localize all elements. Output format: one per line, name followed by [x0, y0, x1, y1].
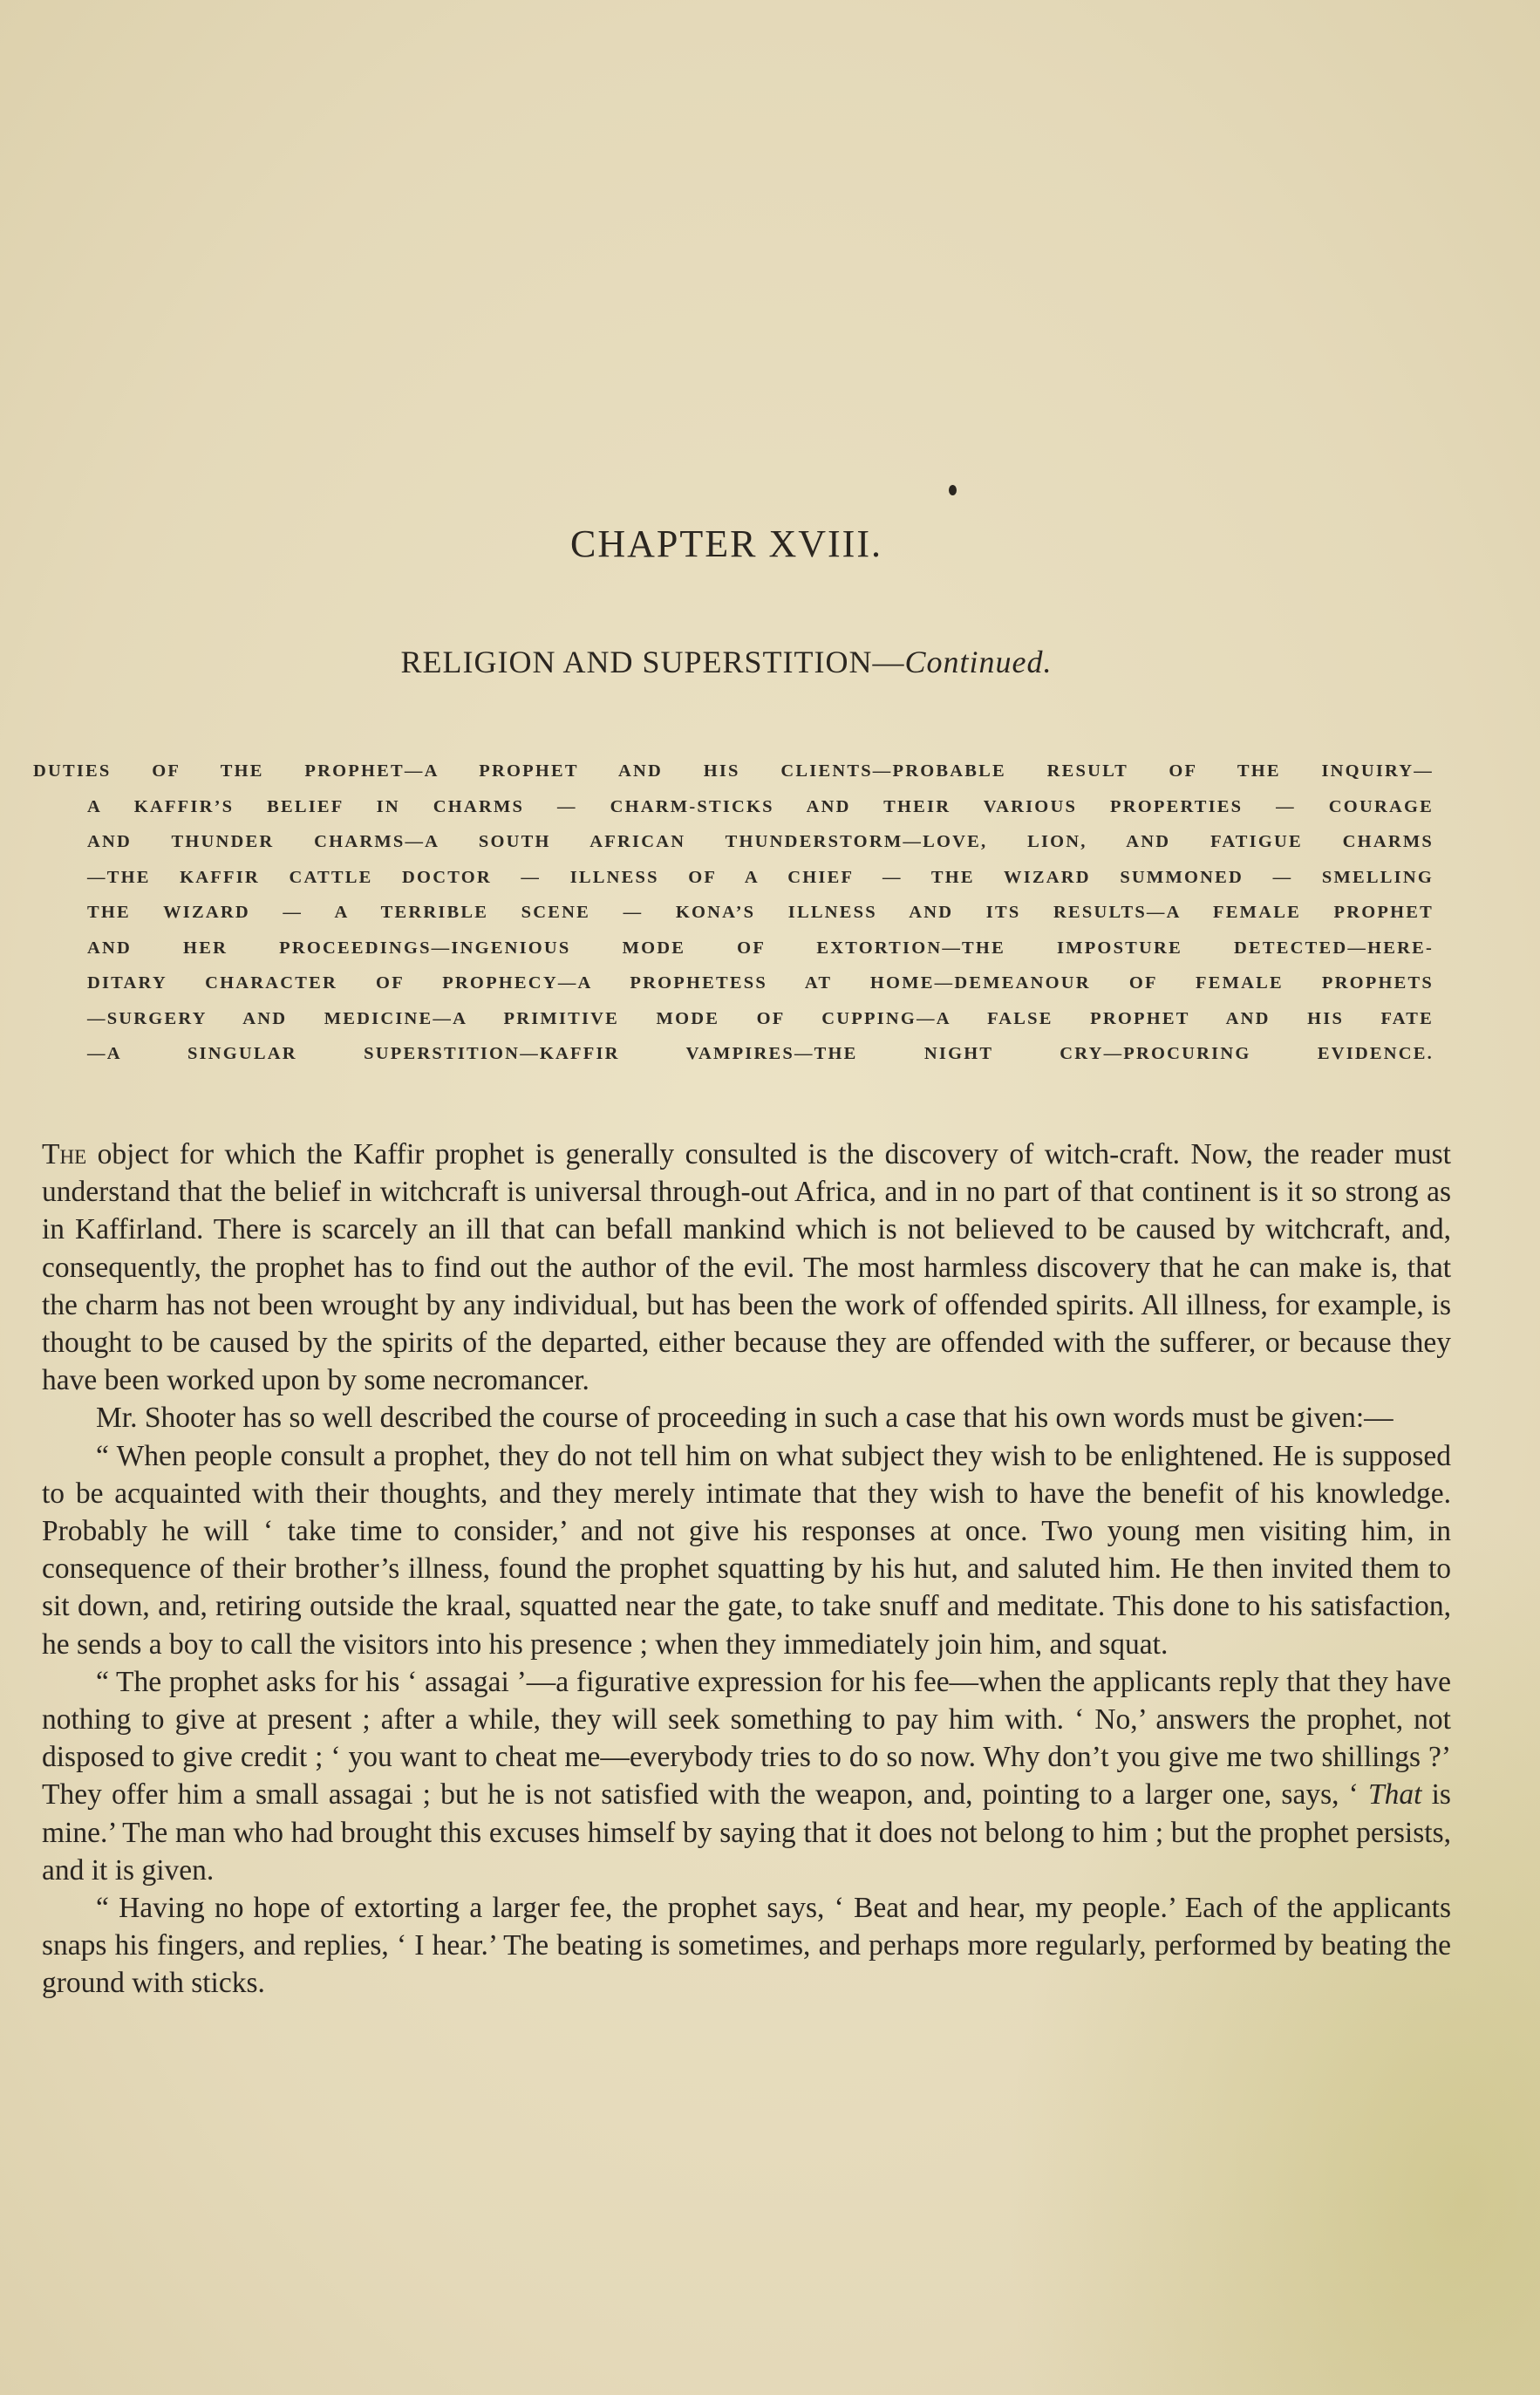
body-paragraph [42, 1136, 1451, 1399]
body-paragraph: “ Having no hope of extorting a larger fee, the prophet says, ‘ Beat and hear, my people.’ Each of the applicants snaps his fingers, and replies, ‘ I hear.’ The beating is sometimes, and perhaps more regularly, performed by beating the ground with sticks. [42, 1892, 1451, 2000]
chapter-body [42, 1136, 1451, 2003]
synopsis-line: AND HER PROCEEDINGS—INGENIOUS MODE OF EXTORTION—THE IMPOSTURE DETECTED—HERE- [87, 938, 1434, 958]
body-paragraph [42, 1663, 1451, 1889]
paragraph-italic-word: That [1368, 1778, 1422, 1812]
paragraph-text: object for which the Kaffir prophet is generally consulted is the discovery of witch-craft. Now, the reader must understand that the belief in witchcraft is universal through-out Africa, and in no part of that continent is it so strong as in Kaffirland. There is scarcely an ill that can befall mankind which is not believed to be caused by witchcraft, and, consequently, the prophet has to find out the author of the evil. The most harmless discovery that he can make is, that the charm has not been wrought by any individual, but has been the work of offended spirits. All illness, for example, is thought to be caused by the spirits of the departed, either because they are offended with the sufferer, or because they have been worked upon by some necromancer. [42, 1138, 1451, 1397]
chapter-title: CHAPTER XVIII. [570, 522, 882, 565]
synopsis-line: —A SINGULAR SUPERSTITION—KAFFIR VAMPIRES—THE NIGHT CRY—PROCURING EVIDENCE. [87, 1044, 1434, 1063]
paragraph-text: “ The prophet asks for his ‘ assagai ’—a figurative expression for his fee—when the applicants reply that they have nothing to give at present ; after a while, they will seek something to pay him with. ‘ No,’ answers the prophet, not disposed to give credit ; ‘ you want to cheat me—everybody tries to do so now. Why don’t you give me two shillings ?’ They offer him a small assagai ; but he is not satisfied with the weapon, and, pointing to a larger one, says, ‘ [42, 1665, 1451, 1812]
synopsis-line: —THE KAFFIR CATTLE DOCTOR — ILLNESS OF A CHIEF — THE WIZARD SUMMONED — SMELLING [87, 867, 1434, 887]
synopsis-line: DUTIES OF THE PROPHET—A PROPHET AND HIS CLIENTS—PROBABLE RESULT OF THE INQUIRY— [33, 761, 1434, 781]
paragraph-text: is mine.’ The man who had brought this excuses himself by saying that it does not belong to him ; but the prophet persists, and it is given. [42, 1778, 1451, 1887]
chapter-subtitle-main: RELIGION AND SUPERSTITION— [400, 645, 905, 679]
body-paragraph: “ When people consult a prophet, they do not tell him on what subject they wish to be enlightened. He is supposed to be acquainted with their thoughts, and they merely intimate that they wish to have the benefit of his knowledge. Probably he will ‘ take time to consider,’ and not give his responses at once. Two young men visiting him, in consequence of their brother’s illness, found the prophet squatting by his hut, and saluted him. He then invited them to sit down, and, retiring outside the kraal, squatted near the gate, to take snuff and meditate. This done to his satisfaction, he sends a boy to call the visitors into his presence ; when they immediately join him, and squat. [42, 1439, 1451, 1661]
synopsis-line: AND THUNDER CHARMS—A SOUTH AFRICAN THUNDERSTORM—LOVE, LION, AND FATIGUE CHARMS [87, 832, 1434, 851]
chapter-synopsis [33, 754, 1434, 1072]
synopsis-line: —SURGERY AND MEDICINE—A PRIMITIVE MODE OF CUPPING—A FALSE PROPHET AND HIS FATE [87, 1008, 1434, 1028]
body-paragraph: Mr. Shooter has so well described the course of proceeding in such a case that his own words must be given:— [96, 1402, 1393, 1435]
chapter-subtitle-continued: Continued. [904, 645, 1053, 679]
synopsis-line: DITARY CHARACTER OF PROPHECY—A PROPHETESS AT HOME—DEMEANOUR OF FEMALE PROPHETS [87, 973, 1434, 993]
paragraph-lead-word: The [42, 1138, 87, 1170]
synopsis-line: A KAFFIR’S BELIEF IN CHARMS — CHARM-STICKS AND THEIR VARIOUS PROPERTIES — COURAGE [87, 796, 1434, 816]
chapter-subtitle [0, 644, 1453, 680]
synopsis-line: THE WIZARD — A TERRIBLE SCENE — KONA’S ILLNESS AND ITS RESULTS—A FEMALE PROPHET [87, 903, 1434, 922]
printer-ornament-dot [949, 485, 957, 495]
